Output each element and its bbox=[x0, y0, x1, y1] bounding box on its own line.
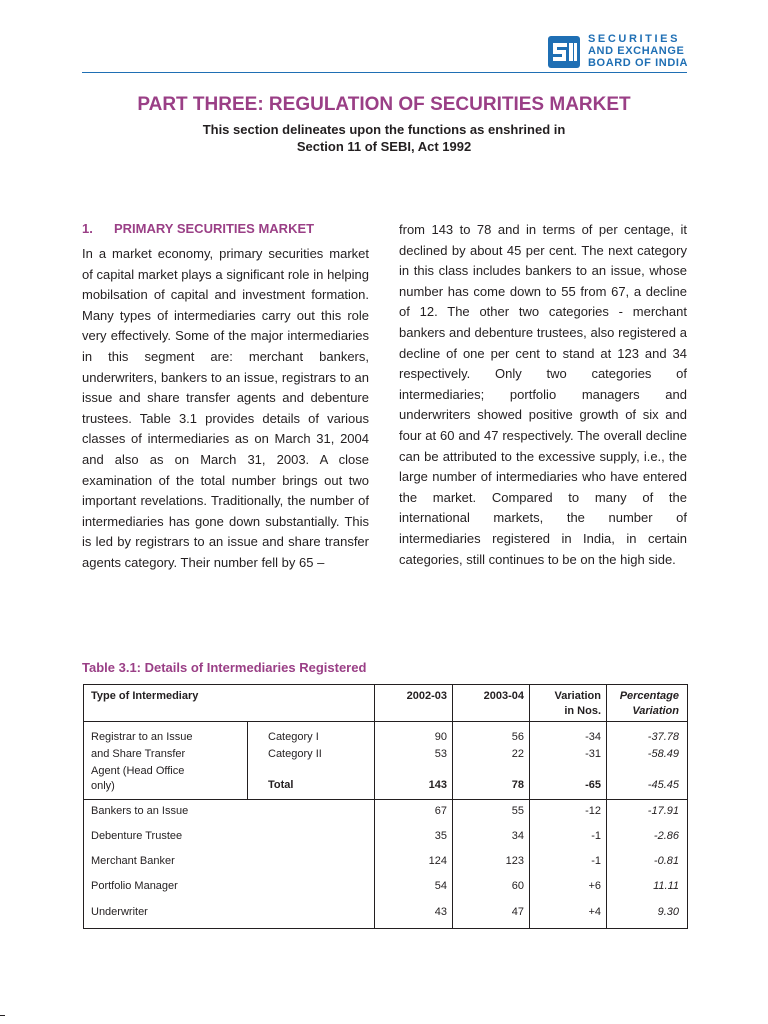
table-group-rule bbox=[84, 799, 687, 800]
cell-value: 11.11 bbox=[653, 880, 679, 892]
cell-value: +6 bbox=[588, 880, 601, 892]
section-number: 1. bbox=[82, 221, 93, 236]
header-percentage-variation bbox=[620, 689, 679, 719]
registrar-label bbox=[91, 730, 193, 794]
cell-value: 67 bbox=[434, 805, 447, 817]
registrar-label-line-4: only) bbox=[91, 780, 115, 792]
page-title: PART THREE: REGULATION OF SECURITIES MARKET bbox=[137, 94, 631, 115]
cell-value: -17.91 bbox=[647, 805, 679, 817]
row-type: Debenture Trustee bbox=[91, 830, 183, 842]
cell-value: 35 bbox=[434, 830, 447, 842]
cell-value: 47 bbox=[511, 906, 524, 918]
org-name-line-2: AND EXCHANGE bbox=[588, 45, 685, 57]
row-type: Merchant Banker bbox=[91, 855, 175, 867]
cell-value: -58.49 bbox=[647, 748, 679, 760]
table-col-divider bbox=[452, 685, 453, 928]
row-type: Underwriter bbox=[91, 906, 148, 918]
table-caption: Table 3.1: Details of Intermediaries Registered bbox=[82, 660, 367, 675]
category-label: Category I bbox=[268, 731, 319, 743]
org-name-line-1: SECURITIES bbox=[588, 33, 681, 45]
row-type: Bankers to an Issue bbox=[91, 805, 189, 817]
edge-tick bbox=[0, 1015, 5, 1016]
org-name bbox=[588, 33, 688, 69]
cell-value: -12 bbox=[585, 805, 601, 817]
cell-value: 124 bbox=[428, 855, 447, 867]
body-text-right-column: from 143 to 78 and in terms of per centage, it declined by about 45 per cent. The next category in this class includes bankers to an issue, whose number has come down to 55 from 67, a decline of 12. The other two categories - merchant bankers and debenture trustees, also registered a decline of one per cent to stand at 123 and 34 respectively. Only two categories of intermediaries; portfolio managers and underwriters showed positive growth of six and four at 60 and 47 respectively. The overall decline can be attributed to the excessive supply, i.e., the large number of intermediaries who have entered the market. Compared to many of the international markets, the number of intermediaries registered in India, in certain categories, still continues to be on the high side. bbox=[399, 222, 687, 567]
sebi-logo bbox=[547, 33, 687, 69]
cell-value: -0.81 bbox=[653, 855, 679, 867]
total-label: Total bbox=[268, 779, 294, 791]
body-text-left-column: In a market economy, primary securities market of capital market plays a significant role in helping mobilsation of capital and investment formation. Many types of intermediaries carry out this role very effectively. Some of the major intermediaries in this segment are: merchant bankers, underwriters, bankers to an issue, registrars to an issue and share transfer agents and debenture trustees. Table 3.1 provides details of various classes of intermediaries as on March 31, 2004 and also as on March 31, 2003. A close examination of the total number brings out two important revelations. Traditionally, the number of intermediaries has gone down substantially. This is led by registrars to an issue and share transfer agents category. Their number fell by 65 – bbox=[82, 246, 369, 570]
org-name-line-3: BOARD OF INDIA bbox=[588, 57, 689, 69]
cell-value: -1 bbox=[591, 855, 601, 867]
subtitle-line-2: Section 11 of SEBI, Act 1992 bbox=[296, 139, 472, 154]
cell-value: 56 bbox=[511, 731, 524, 743]
header-year-2003-04: 2003-04 bbox=[483, 690, 524, 702]
category-label: Category II bbox=[268, 748, 322, 760]
header-type: Type of Intermediary bbox=[91, 690, 199, 702]
cell-value: 9.30 bbox=[657, 906, 679, 918]
table-col-divider bbox=[529, 685, 530, 928]
subtitle-line-1: This section delineates upon the functions as enshrined in bbox=[202, 122, 566, 137]
header-variation-line-2: in Nos. bbox=[564, 705, 601, 717]
header-pct-line-1: Percentage bbox=[619, 690, 679, 702]
header-year-2002-03: 2002-03 bbox=[406, 690, 447, 702]
table-col-divider bbox=[606, 685, 607, 928]
cell-value: 53 bbox=[434, 748, 447, 760]
total-value: -65 bbox=[585, 779, 601, 791]
table-category-divider bbox=[247, 721, 248, 799]
cell-value: 60 bbox=[511, 880, 524, 892]
table-header-rule bbox=[84, 721, 687, 722]
cell-value: -34 bbox=[585, 731, 601, 743]
registrar-label-line-3: Agent (Head Office bbox=[91, 765, 185, 777]
registrar-label-line-2: and Share Transfer bbox=[91, 748, 186, 760]
registrar-label-line-1: Registrar to an Issue bbox=[91, 731, 193, 743]
cell-value: -37.78 bbox=[647, 731, 679, 743]
intermediaries-table bbox=[83, 684, 688, 929]
total-value: 143 bbox=[428, 779, 447, 791]
cell-value: +4 bbox=[588, 906, 601, 918]
section-heading-text: PRIMARY SECURITIES MARKET bbox=[114, 221, 315, 236]
cell-value: 123 bbox=[505, 855, 524, 867]
header-variation-line-1: Variation bbox=[554, 690, 601, 702]
total-value: -45.45 bbox=[647, 779, 679, 791]
cell-value: 22 bbox=[511, 748, 524, 760]
page-subtitle bbox=[0, 121, 768, 155]
cell-value: -1 bbox=[591, 830, 601, 842]
sebi-emblem-icon bbox=[547, 35, 581, 69]
cell-value: 43 bbox=[434, 906, 447, 918]
cell-value: 54 bbox=[434, 880, 447, 892]
header-pct-line-2: Variation bbox=[632, 705, 679, 717]
table-col-divider bbox=[374, 685, 375, 928]
cell-value: -2.86 bbox=[653, 830, 679, 842]
section-heading bbox=[82, 221, 314, 236]
cell-value: 90 bbox=[434, 731, 447, 743]
total-value: 78 bbox=[511, 779, 524, 791]
cell-value: 55 bbox=[511, 805, 524, 817]
row-type: Portfolio Manager bbox=[91, 880, 178, 892]
cell-value: 34 bbox=[511, 830, 524, 842]
header-rule bbox=[82, 72, 687, 73]
header-variation bbox=[555, 689, 601, 719]
cell-value: -31 bbox=[585, 748, 601, 760]
